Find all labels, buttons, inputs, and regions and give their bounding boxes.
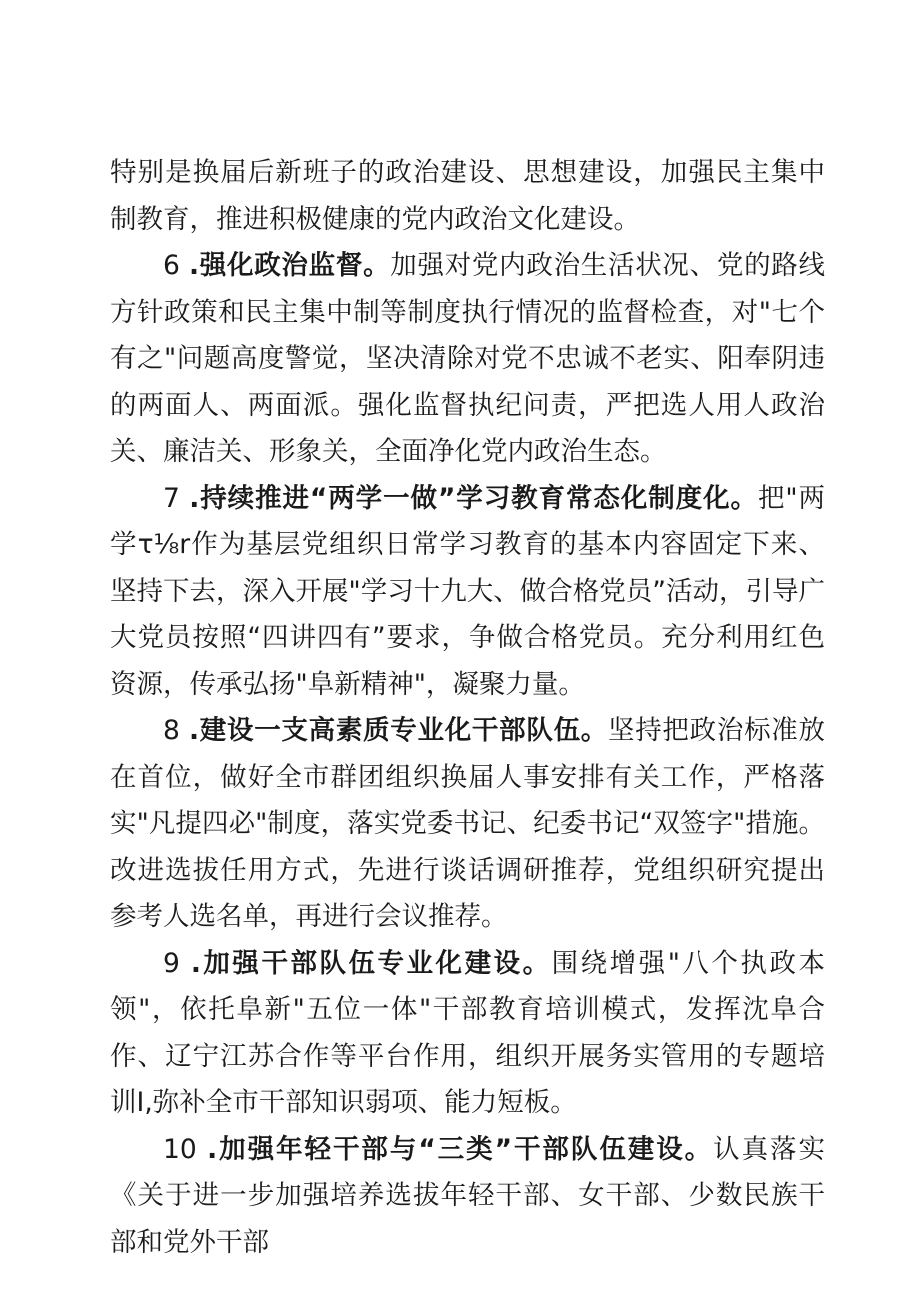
document-body xyxy=(110,150,825,1266)
paragraph-body: 认真落实《关于进一步加强培养选拔年轻干部、女干部、少数民族干部和党外干部 xyxy=(110,1133,825,1258)
paragraph-body: 特别是换届后新班子的政治建设、思想建设，加强民主集中制教育，推进积极健康的党内政治文化建设。 xyxy=(110,157,825,235)
paragraph-body: 坚持把政治标准放在首位，做好全市群团组织换届人事安排有关工作，严格落实"凡提四必"制度，落实党委书记、纪委书记“双签字"措施。改进选拔任用方式，先进行谈话调研推荐，党组织研究提出参考人选名单，再进行会议推荐。 xyxy=(110,715,825,932)
item-number: 9 xyxy=(163,947,180,979)
item-heading: .强化政治监督。 xyxy=(189,250,391,281)
paragraph-item-9 xyxy=(110,941,825,1127)
item-heading: .持续推进“两学一做”学习教育常态化制度化。 xyxy=(189,482,758,514)
paragraph-body: 围绕增强"八个执政本领"，依托阜新"五位一体"干部教育培训模式，发挥沈阜合作、辽宁江苏合作等平台作用，组织开展务实管用的专题培训I,弥补全市干部知识弱项、能力短板。 xyxy=(110,947,825,1118)
item-heading: .建设一支高素质专业化干部队伍。 xyxy=(189,715,608,746)
item-number: 6 xyxy=(163,250,180,281)
item-heading: .加强年轻干部与“三类”干部队伍建设。 xyxy=(207,1133,714,1165)
paragraph-item-8 xyxy=(110,708,825,941)
paragraph-item-7 xyxy=(110,476,825,709)
paragraph-item-6 xyxy=(110,243,825,476)
paragraph-item-10 xyxy=(110,1127,825,1267)
item-heading: .加强干部队伍专业化建设。 xyxy=(190,947,552,979)
item-number: 8 xyxy=(163,715,180,746)
paragraph-continuation xyxy=(110,150,825,243)
paragraph-body: 把"两学τ⅛r作为基层党组织日常学习教育的基本内容固定下来、坚持下去，深入开展"学习十九大、做合格党员”活动，引导广大党员按照“四讲四有”要求，争做合格党员。充分利用红色资源，传承弘扬"阜新精神"，凝聚力量。 xyxy=(110,482,825,700)
item-number: 10 xyxy=(163,1133,197,1165)
paragraph-body: 加强对党内政治生活状况、党的路线方针政策和民主集中制等制度执行情况的监督检查，对"七个有之"问题高度警觉，坚决清除对党不忠诚不老实、阳奉阴违的两面人、两面派。强化监督执纪问责，严把选人用人政治关、廉洁关、形象关，全面净化党内政治生态。 xyxy=(110,250,825,467)
item-number: 7 xyxy=(163,482,180,514)
